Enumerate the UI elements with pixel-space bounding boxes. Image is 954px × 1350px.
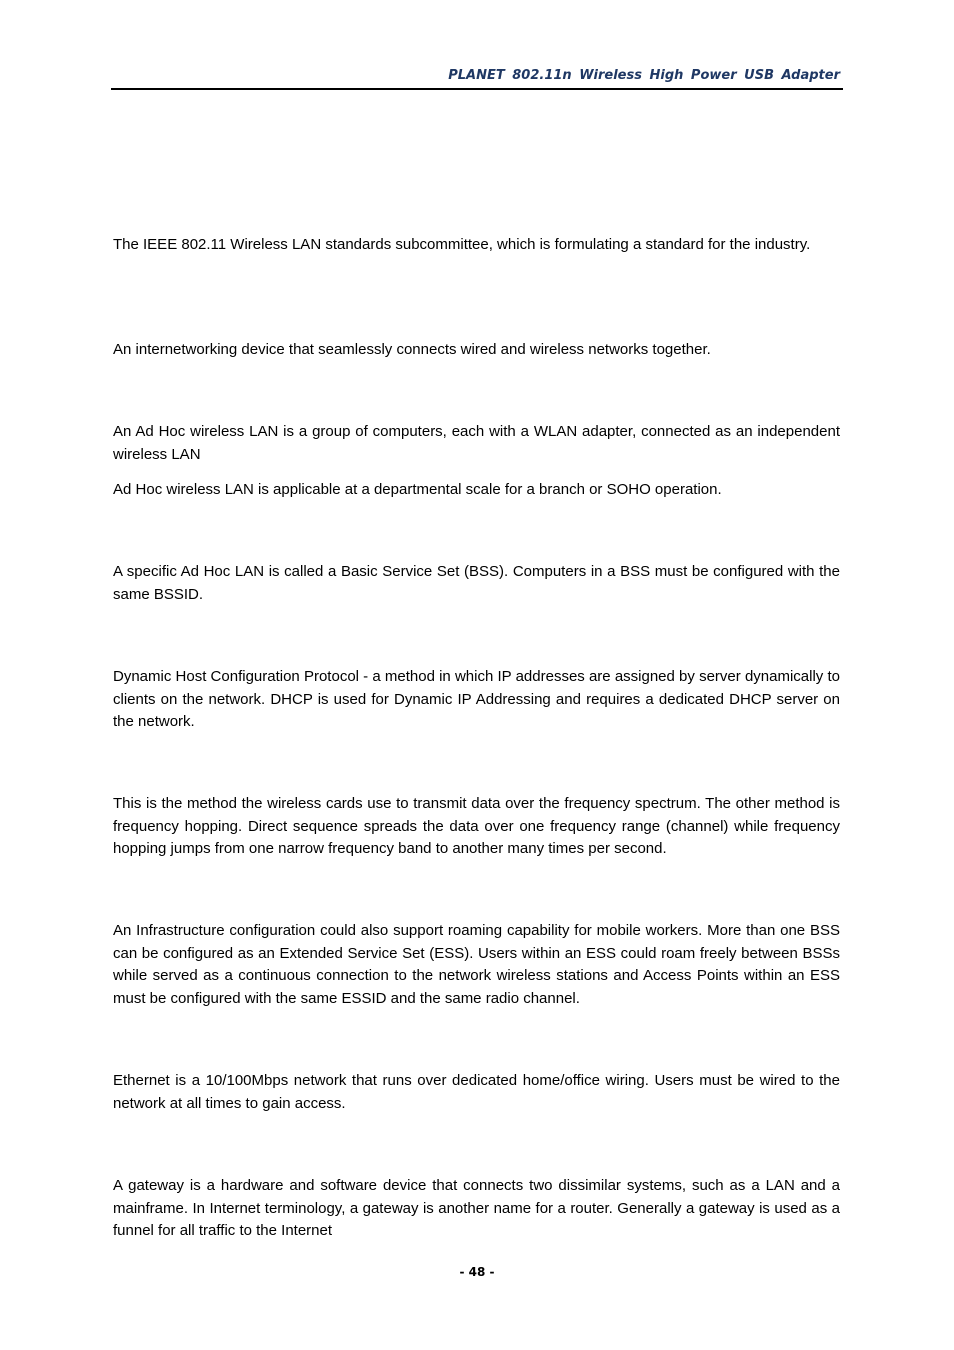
paragraph-gateway: A gateway is a hardware and software device that connects two dissimilar systems, such as a LAN and a mainframe. In Internet terminology, a gateway is another name for a router. Generally a gateway is used as a funnel for all traffic to the Internet xyxy=(113,1177,840,1240)
paragraph-access-point: An internetworking device that seamlessly connects wired and wireless networks together. xyxy=(113,341,711,358)
paragraph-ieee-802-11: The IEEE 802.11 Wireless LAN standards subcommittee, which is formulating a standard for the industry. xyxy=(113,236,811,253)
paragraph-ethernet: Ethernet is a 10/100Mbps network that runs over dedicated home/office wiring. Users must be wired to the network at all times to gain access. xyxy=(113,1072,840,1112)
header-rule xyxy=(111,88,843,90)
paragraph-direct-sequence: This is the method the wireless cards use to transmit data over the frequency spectrum. The other method is frequency hopping. Direct sequence spreads the data over one frequency range (channel) while frequency hopping jumps from one narrow frequency band to another many times per second. xyxy=(113,795,840,858)
page-number: - 48 - xyxy=(459,1265,495,1279)
paragraph-ad-hoc-usage: Ad Hoc wireless LAN is applicable at a departmental scale for a branch or SOHO operation. xyxy=(113,481,722,498)
paragraph-bss: A specific Ad Hoc LAN is called a Basic Service Set (BSS). Computers in a BSS must be configured with the same BSSID. xyxy=(113,563,840,603)
paragraph-ess: An Infrastructure configuration could also support roaming capability for mobile workers. More than one BSS can be configured as an Extended Service Set (ESS). Users within an ESS could roam freely between BSSs while served as a continuous connection to the network wireless stations and Access Points within an ESS must be configured with the same ESSID and the same radio channel. xyxy=(113,922,840,1007)
paragraph-dhcp: Dynamic Host Configuration Protocol - a method in which IP addresses are assigned by server dynamically to clients on the network. DHCP is used for Dynamic IP Addressing and requires a dedicated DHCP server on the network. xyxy=(113,668,840,731)
paragraph-ad-hoc-definition: An Ad Hoc wireless LAN is a group of computers, each with a WLAN adapter, connected as an independent wireless LAN xyxy=(113,423,840,463)
header-title: PLANET 802.11n Wireless High Power USB Adapter xyxy=(448,68,840,83)
